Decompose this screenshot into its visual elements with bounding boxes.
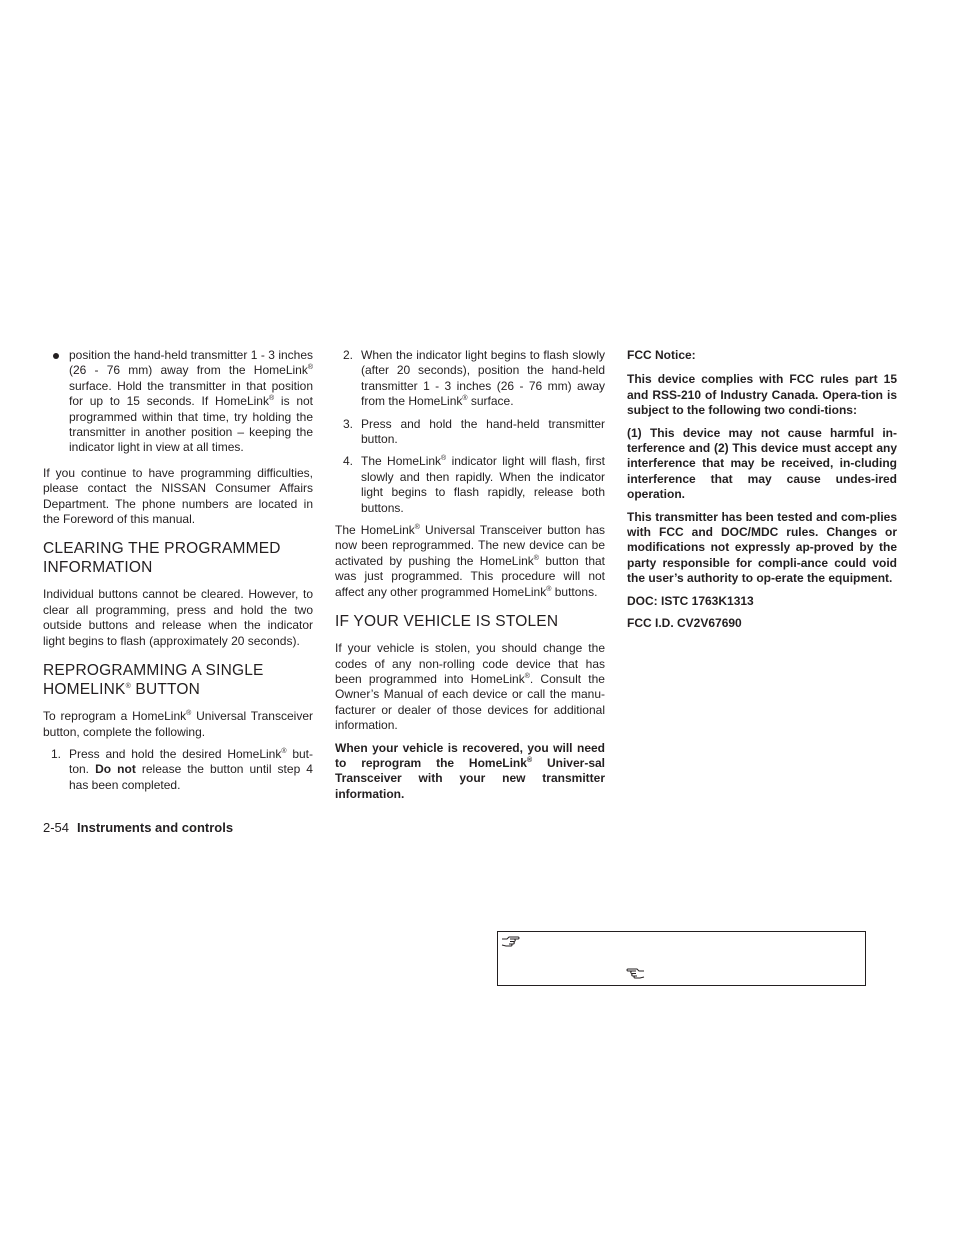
navigation-box xyxy=(497,931,866,986)
heading-stolen: IF YOUR VEHICLE IS STOLEN xyxy=(335,613,559,631)
fcc-id: FCC I.D. CV2V67690 xyxy=(627,616,742,631)
hand-pointing-right-icon[interactable] xyxy=(501,934,521,952)
step-4: 4. The HomeLink® indicator light will flash, first slowly and then rapidly. When the indicator light begins to flash rapidly, release both buttons. xyxy=(343,454,605,515)
section-title: Instruments and controls xyxy=(77,820,234,835)
doc-number: DOC: ISTC 1763K1313 xyxy=(627,593,754,608)
step-3: 3. Press and hold the hand-held transmitter button. xyxy=(343,416,605,447)
step-2: 2. When the indicator light begins to flash slowly (after 20 seconds), position the hand-held transmitter 1 - 3 inches (26 - 76 mm) away from the HomeLink® surface. xyxy=(343,348,605,409)
paragraph-difficulties: If you continue to have programming difficulties, please contact the NISSAN Consumer Affairs Department. The phone numbers are located in the Foreword of this manual. xyxy=(43,465,313,527)
column-left xyxy=(43,348,313,800)
page-footer xyxy=(43,820,233,835)
paragraph-stolen: If your vehicle is stolen, you should change the codes of any non-rolling code device that has been programmed into HomeLink®. Consult the Owner’s Manual of each device or call the manu-facturer or dealer of those devices for additional information. xyxy=(335,641,605,733)
fcc-paragraph-2: (1) This device may not cause harmful in-terference and (2) This device must accept any interference that may be received, in-cluding interference that may cause undes-ired operation. xyxy=(627,425,897,502)
step-1: 1. Press and hold the desired HomeLink® but-ton. Do not release the button until step 4 has been completed. xyxy=(51,746,313,792)
heading-clearing: CLEARING THE PROGRAMMED INFORMATION xyxy=(43,540,281,577)
bullet-item: position the hand-held transmitter 1 - 3 inches (26 - 76 mm) away from the HomeLink® surface. Hold the transmitter in that position for up to 15 seconds. If HomeLink® is not programmed within that time, try holding the transmitter in another position – keeping the indicator light in view at all times. xyxy=(43,348,313,456)
column-middle xyxy=(335,348,605,809)
hand-pointing-left-icon[interactable] xyxy=(625,966,645,984)
paragraph-clearing: Individual buttons cannot be cleared. However, to clear all programming, press and hold the two outside buttons and release when the indicator light begins to flash (approximately 20 seconds). xyxy=(43,587,313,648)
heading-reprogramming: REPROGRAMMING A SINGLE HOMELINK® BUTTON xyxy=(43,662,264,699)
paragraph-reprogramming: To reprogram a HomeLink® Universal Transceiver button, complete the following. xyxy=(43,709,313,739)
column-right xyxy=(627,348,897,639)
fcc-paragraph-1: This device complies with FCC rules part 15 and RSS-210 of Industry Canada. Opera-tion is subject to the following two condi-tions: xyxy=(627,372,897,418)
fcc-title: FCC Notice: xyxy=(627,348,696,362)
paragraph-recovered: When your vehicle is recovered, you will need to reprogram the HomeLink® Univer-sal Transceiver with your new transmitter information. xyxy=(335,740,605,801)
paragraph-reprogrammed: The HomeLink® Universal Transceiver button has now been reprogrammed. The new device can be activated by pushing the HomeLink® button that was just programmed. This procedure will not affect any other programmed HomeLink® buttons. xyxy=(335,523,605,599)
page-number: 2-54 xyxy=(43,820,70,835)
fcc-paragraph-3: This transmitter has been tested and com-plies with FCC and DOC/MDC rules. Changes or modifications not expressly ap-proved by the party responsible for compli-ance could void the user’s authority to op-erate the equipment. xyxy=(627,509,897,586)
bullet-dot-icon xyxy=(53,353,59,359)
